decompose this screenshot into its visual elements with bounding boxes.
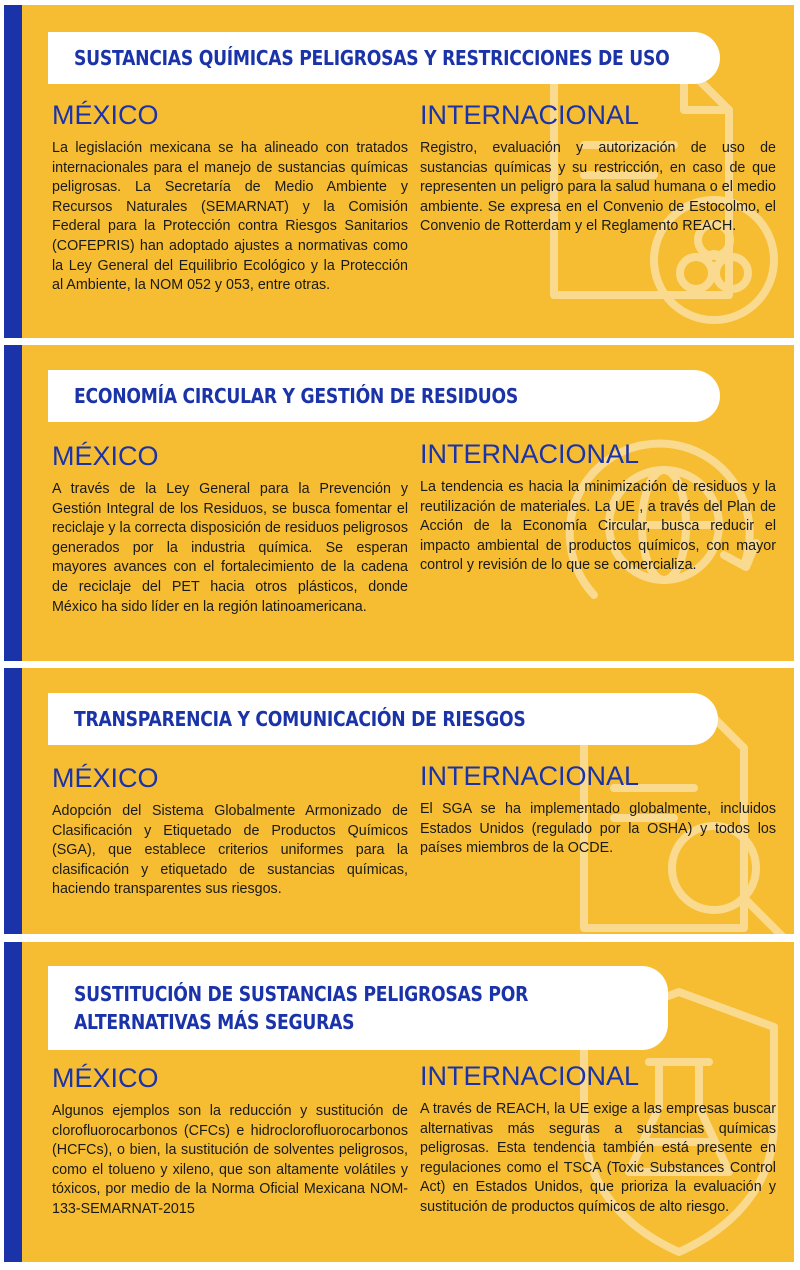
section-title: SUSTANCIAS QUÍMICAS PELIGROSAS Y RESTRICCIONES DE USO — [74, 46, 670, 70]
international-column — [420, 760, 776, 859]
section-hazardous-substances — [4, 5, 794, 338]
mexico-column — [52, 440, 408, 617]
mexico-text: Algunos ejemplos son la reducción y sustitución de clorofluorocarbonos (CFCs) e hidroclorofluorocarbonos (HCFCs), o bien, la sustitución de solventes peligrosos, como el tolueno y xileno, que son altamente volátiles y tóxicos, por medio de la Norma Oficial Mexicana NOM-133-SEMARNAT-2015 — [52, 1103, 408, 1217]
section-title: TRANSPARENCIA Y COMUNICACIÓN DE RIESGOS — [74, 707, 526, 731]
international-heading: INTERNACIONAL — [420, 439, 640, 469]
section-substitution — [4, 942, 794, 1262]
section-title-pill — [48, 370, 720, 422]
section-accent-bar — [4, 345, 22, 661]
mexico-heading: MÉXICO — [52, 441, 159, 471]
section-title — [74, 980, 602, 1036]
international-column — [420, 99, 776, 237]
international-text: El SGA se ha implementado globalmente, incluidos Estados Unidos (regulado por la OSHA) y todos los países miembros de la OCDE. — [420, 801, 776, 857]
section-title-pill — [48, 693, 718, 745]
section-title: ECONOMÍA CIRCULAR Y GESTIÓN DE RESIDUOS — [74, 384, 519, 408]
section-circular-economy — [4, 345, 794, 661]
section-title-line: ALTERNATIVAS MÁS SEGURAS — [74, 1010, 355, 1034]
international-column — [420, 438, 776, 576]
international-column — [420, 1060, 776, 1218]
international-text: La tendencia es hacia la minimización de residuos y la reutilización de materiales. La UE , a través del Plan de Acción de la Economía Circular, busca reducir el impacto ambiental de productos químicos, con mayor control y revisión de lo que se comercializa. — [420, 479, 776, 574]
international-heading: INTERNACIONAL — [420, 761, 640, 791]
mexico-column — [52, 99, 408, 296]
international-heading: INTERNACIONAL — [420, 100, 640, 130]
section-title-pill — [48, 966, 668, 1050]
mexico-column — [52, 762, 408, 900]
section-accent-bar — [4, 942, 22, 1262]
mexico-text: La legislación mexicana se ha alineado con tratados internacionales para el manejo de sustancias químicas peligrosas. La Secretaría de Medio Ambiente y Recursos Naturales (SEMARNAT) y la Comisión Federal para la Protección contra Riesgos Sanitarios (COFEPRIS) han adoptado ajustes a normativas como la Ley General del Equilibrio Ecológico y la Protección al Ambiente, la NOM 052 y 053, entre otras. — [52, 140, 408, 294]
mexico-heading: MÉXICO — [52, 763, 159, 793]
section-accent-bar — [4, 5, 22, 338]
international-text: A través de REACH, la UE exige a las empresas buscar alternativas más seguras a sustancias químicas peligrosas. Esta tendencia también está presente en regulaciones como el TSCA (Toxic Substances Control Act) en Estados Unidos, que prioriza la evaluación y sustitución de productos químicos de alto riesgo. — [420, 1101, 776, 1215]
section-transparency — [4, 668, 794, 934]
section-accent-bar — [4, 668, 22, 934]
mexico-column — [52, 1062, 408, 1220]
international-heading: INTERNACIONAL — [420, 1061, 640, 1091]
mexico-text: Adopción del Sistema Globalmente Armonizado de Clasificación y Etiquetado de Productos Químicos (SGA), que establece criterios uniformes para la clasificación y etiquetado de sustancias químicas, haciendo transparentes sus riesgos. — [52, 803, 408, 898]
section-title-pill — [48, 32, 720, 84]
mexico-text: A través de la Ley General para la Prevención y Gestión Integral de los Residuos, se busca fomentar el reciclaje y la correcta disposición de residuos peligrosos generados por la industria química. Se esperan mayores avances con el fortalecimiento de la cadena de reciclaje del PET hacia otros plásticos, donde México ha sido líder en la región latinoamericana. — [52, 481, 409, 615]
mexico-heading: MÉXICO — [52, 100, 159, 130]
mexico-heading: MÉXICO — [52, 1063, 159, 1093]
international-text: Registro, evaluación y autorización de uso de sustancias químicas y su restricción, en caso de que representen un peligro para la salud humana o el medio ambiente. Se expresa en el Convenio de Estocolmo, el Convenio de Rotterdam y el Reglamento REACH. — [420, 140, 776, 235]
section-title-line: SUSTITUCIÓN DE SUSTANCIAS PELIGROSAS POR — [74, 982, 529, 1006]
